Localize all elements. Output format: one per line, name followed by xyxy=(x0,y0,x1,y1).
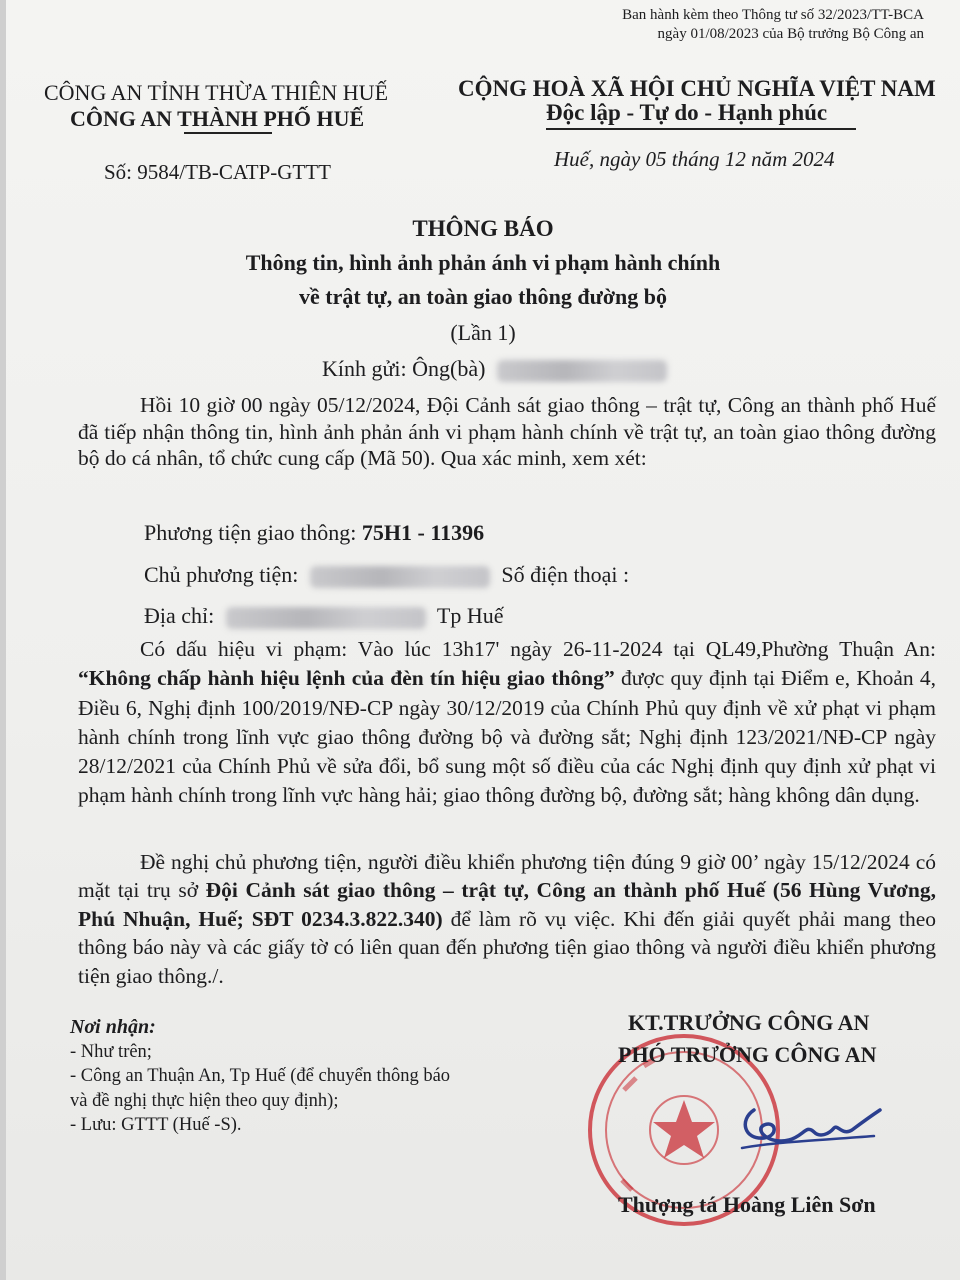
owner-label: Chủ phương tiện: xyxy=(144,562,299,587)
recipients-title: Nơi nhận: xyxy=(70,1016,156,1038)
salutation-label: Kính gửi: Ông(bà) xyxy=(322,356,486,381)
law-reference-line1: Ban hành kèm theo Thông tư số 32/2023/TT-BCA xyxy=(622,7,924,23)
vehicle-label: Phương tiện giao thông: xyxy=(144,520,362,545)
address-city: Tp Huế xyxy=(436,603,504,628)
paragraph-receipt xyxy=(78,392,936,472)
law-reference xyxy=(622,6,924,44)
notice-round: (Lần 1) xyxy=(450,320,516,345)
document-title: THÔNG BÁO xyxy=(412,216,554,241)
paragraph-request xyxy=(78,848,936,990)
address-label: Địa chỉ: xyxy=(144,603,215,628)
national-title: CỘNG HOÀ XÃ HỘI CHỦ NGHĨA VIỆT NAM xyxy=(458,76,936,101)
address-line xyxy=(144,603,503,629)
recipient-item: - Lưu: GTTT (Huế -S). xyxy=(70,1115,242,1135)
request-intro: Đề nghị chủ phương tiện, người điều khiển phương tiện đúng 9 giờ 00’ ngày 15/12/2024 có mặt tại trụ sở xyxy=(78,850,936,903)
violation-legal-basis: được quy định tại Điểm e, Khoản 4, Điều 6, Nghị định 100/2019/NĐ-CP ngày 30/12/2019 của Chính Phủ quy định về xử phạt vi phạm hành chính trong lĩnh vực giao thông đường bộ và đường sắt; Nghị định 123/2021/NĐ-CP ngày 28/12/2021 của Chính Phủ về sửa đổi, bổ sung một số điều của các Nghị định quy định xử phạt vi phạm hành chính trong lĩnh vực hàng hải; giao thông đường bộ, đường sắt; hàng không dân dụng. xyxy=(78,666,937,808)
vehicle-plate: 75H1 - 11396 xyxy=(361,520,485,545)
vehicle-line xyxy=(144,520,484,546)
recipient-item: - Như trên; xyxy=(70,1041,152,1062)
document-page xyxy=(6,0,960,1280)
violation-intro: Có dấu hiệu vi phạm: Vào lúc 13h17' ngày 26-11-2024 tại QL49,Phường Thuận An: xyxy=(140,637,936,661)
recipient-item: - Công an Thuận An, Tp Huế (để chuyển thông báo xyxy=(70,1066,451,1086)
document-date: Huế, ngày 05 tháng 12 năm 2024 xyxy=(554,147,835,171)
national-motto: Độc lập - Tự do - Hạnh phúc xyxy=(546,100,828,125)
paragraph-receipt-text: Hồi 10 giờ 00 ngày 05/12/2024, Đội Cảnh sát giao thông – trật tự, Công an thành phố Huế đã tiếp nhận thông tin, hình ảnh phản ánh vi phạm hành chính về trật tự, an toàn giao thông đường bộ do cá nhân, tổ chức cung cấp (Mã 50). Qua xác minh, xem xét: xyxy=(78,393,936,471)
signer-name: Thượng tá Hoàng Liên Sơn xyxy=(618,1192,876,1217)
document-subtitle-line1: Thông tin, hình ảnh phản ánh vi phạm hành chính xyxy=(245,250,721,275)
request-rest: để làm rõ vụ việc. Khi đến giải quyết phải mang theo thông báo này và các giấy tờ có liên quan đến phương tiện giao thông và người điều khiển phương tiện giao thông./. xyxy=(78,906,936,988)
handwritten-signature xyxy=(734,1090,884,1160)
signature-title-line1: KT.TRƯỞNG CÔNG AN xyxy=(628,1010,870,1035)
document-subtitle-line2: về trật tự, an toàn giao thông đường bộ xyxy=(298,284,667,309)
motto-underline xyxy=(546,128,856,130)
agency-underline xyxy=(184,132,272,134)
signature-title-line2: PHÓ TRƯỞNG CÔNG AN xyxy=(618,1042,877,1067)
phone-label: Số điện thoại : xyxy=(501,562,630,587)
signature-titles xyxy=(6,1010,960,1070)
owner-line xyxy=(144,562,629,588)
law-reference-line2: ngày 01/08/2023 của Bộ trưởng Bộ Công an xyxy=(657,26,924,42)
salutation xyxy=(322,356,667,382)
redacted-recipient-name xyxy=(497,360,667,382)
agency-name-city: CÔNG AN THÀNH PHỐ HUẾ xyxy=(70,106,365,131)
paragraph-violation xyxy=(78,635,936,811)
recipient-item: và đề nghị thực hiện theo quy định); xyxy=(70,1090,339,1111)
redacted-address xyxy=(226,607,426,629)
redacted-owner-name xyxy=(310,566,490,588)
request-office: Đội Cảnh sát giao thông – trật tự, Công an thành phố Huế (56 Hùng Vương, Phú Nhuận, Huế; SĐT 0234.3.822.340) xyxy=(78,878,937,931)
document-number: Số: 9584/TB-CATP-GTTT xyxy=(104,160,331,184)
agency-name-province: CÔNG AN TỈNH THỪA THIÊN HUẾ xyxy=(44,80,389,105)
violation-offense: “Không chấp hành hiệu lệnh của đèn tín hiệu giao thông” xyxy=(78,666,615,691)
